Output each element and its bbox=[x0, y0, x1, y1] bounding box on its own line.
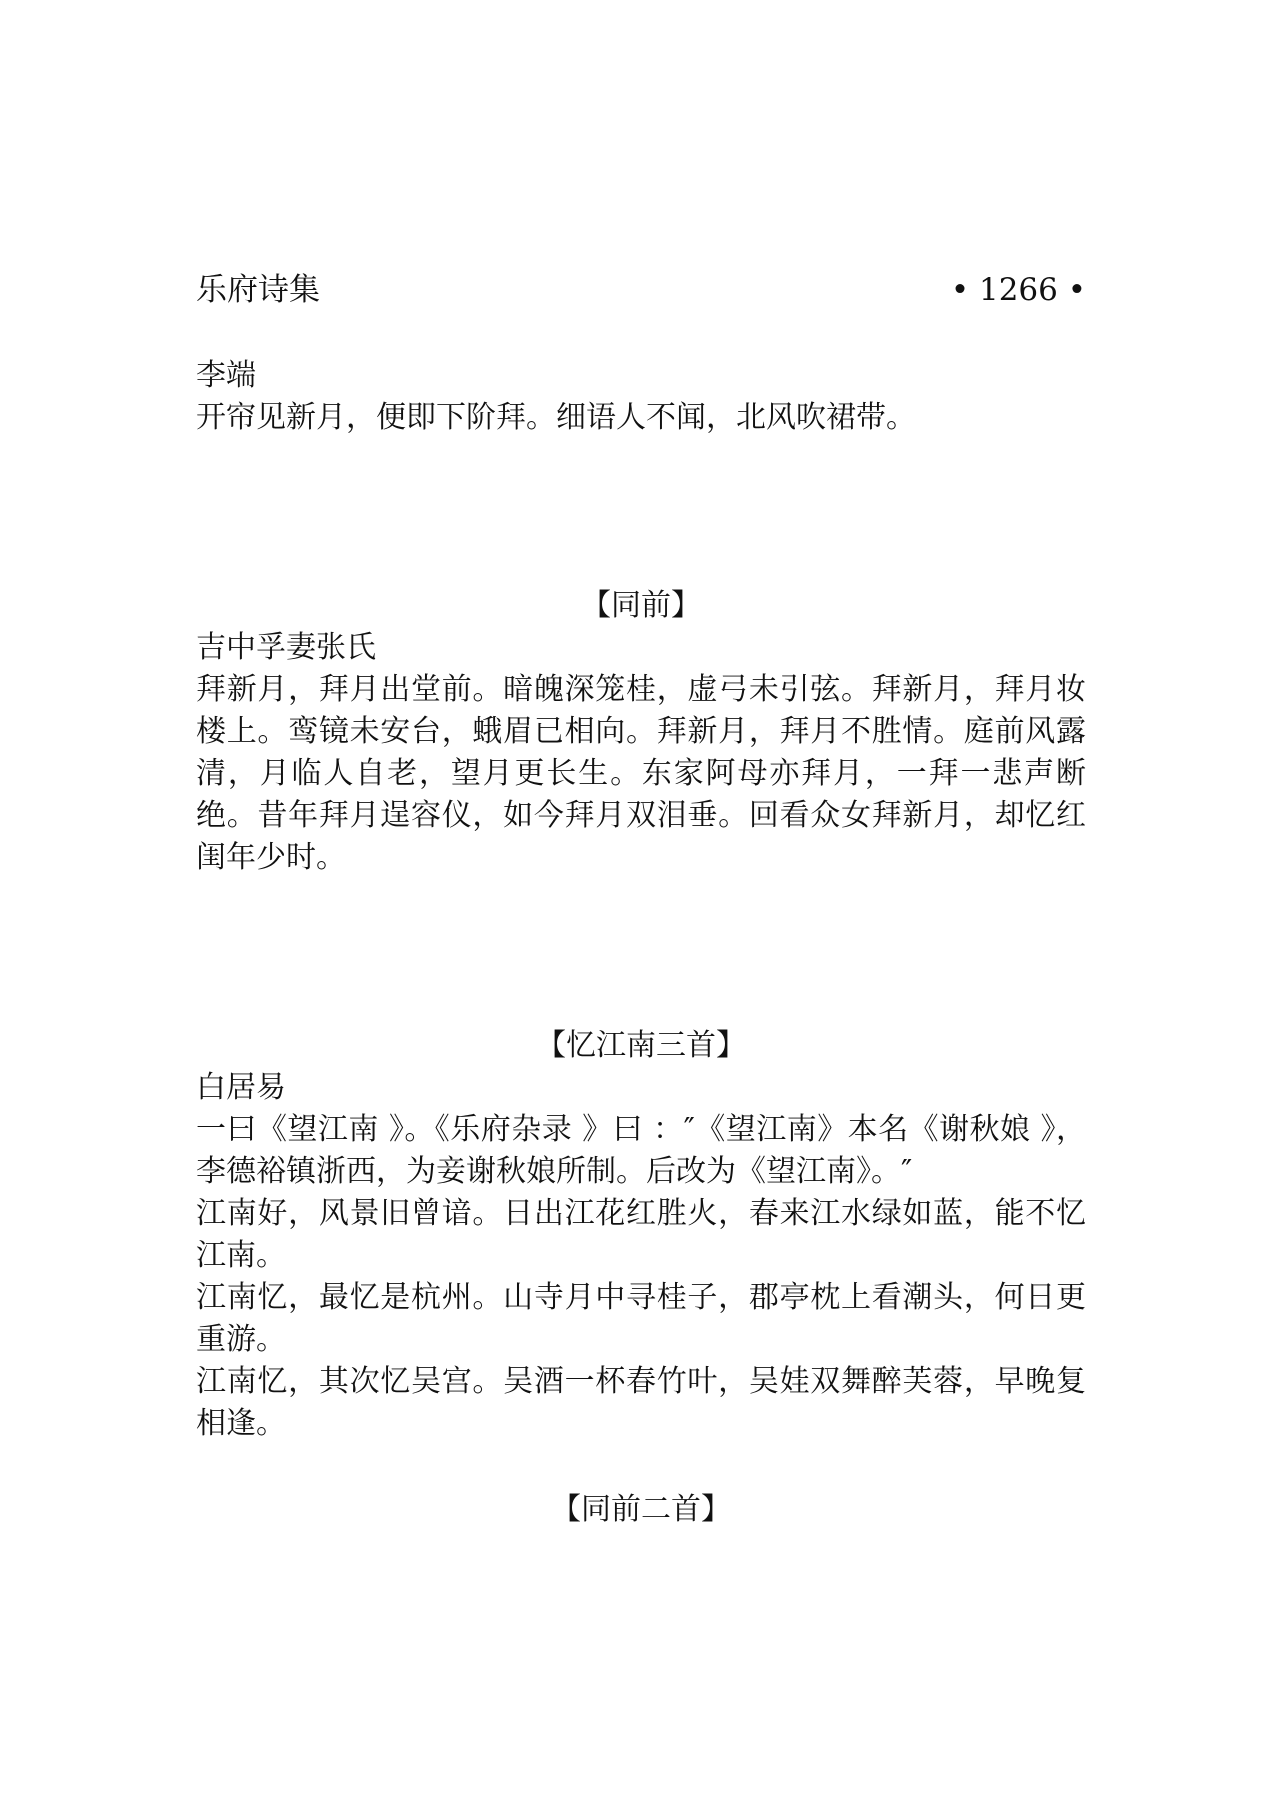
section-title: 【同前二首】 bbox=[551, 1492, 731, 1527]
poem-text: 江南忆，其次忆吴宫。吴酒一杯春竹叶，吴娃双舞醉芙蓉，早晚复相逢。 bbox=[196, 1364, 1086, 1441]
section-title: 【忆江南三首】 bbox=[536, 1028, 746, 1063]
poem-author: 吉中孚妻张氏 bbox=[196, 630, 376, 665]
book-title: 乐府诗集 bbox=[196, 272, 320, 308]
poem-section bbox=[196, 1489, 1086, 1531]
poem-text: 拜新月，拜月出堂前。暗魄深笼桂，虚弓未引弦。拜新月，拜月妆楼上。鸾镜未安台，蛾眉已相向。拜新月，拜月不胜情。庭前风露清，月临人自老，望月更长生。东家阿母亦拜月，一拜一悲声断绝。昔年拜月逞容仪，如今拜月双泪垂。回看众女拜新月，却忆红闺年少时。 bbox=[196, 672, 1086, 875]
poem-text: 江南好，风景旧曾谙。日出江花红胜火，春来江水绿如蓝，能不忆江南。 bbox=[196, 1196, 1086, 1273]
page-body bbox=[196, 355, 1086, 1531]
poem-text: 开帘见新月，便即下阶拜。细语人不闻，北风吹裙带。 bbox=[196, 400, 916, 435]
page-number: • 1266 • bbox=[950, 272, 1086, 308]
poem-note: 一曰《望江南 》。《乐府杂录 》曰 ：″《望江南》本名《谢秋娘 》，李德裕镇浙西，为妾谢秋娘所制。后改为《望江南》。″ bbox=[196, 1112, 1086, 1189]
poem-section bbox=[196, 585, 1086, 879]
poem-section bbox=[196, 355, 1086, 439]
poem-author: 白居易 bbox=[196, 1070, 286, 1105]
poem-section bbox=[196, 1025, 1086, 1445]
page-header bbox=[196, 270, 1086, 310]
section-title: 【同前】 bbox=[581, 588, 701, 623]
poem-text: 江南忆，最忆是杭州。山寺月中寻桂子，郡亭枕上看潮头，何日更重游。 bbox=[196, 1280, 1086, 1357]
poem-author: 李端 bbox=[196, 358, 256, 393]
